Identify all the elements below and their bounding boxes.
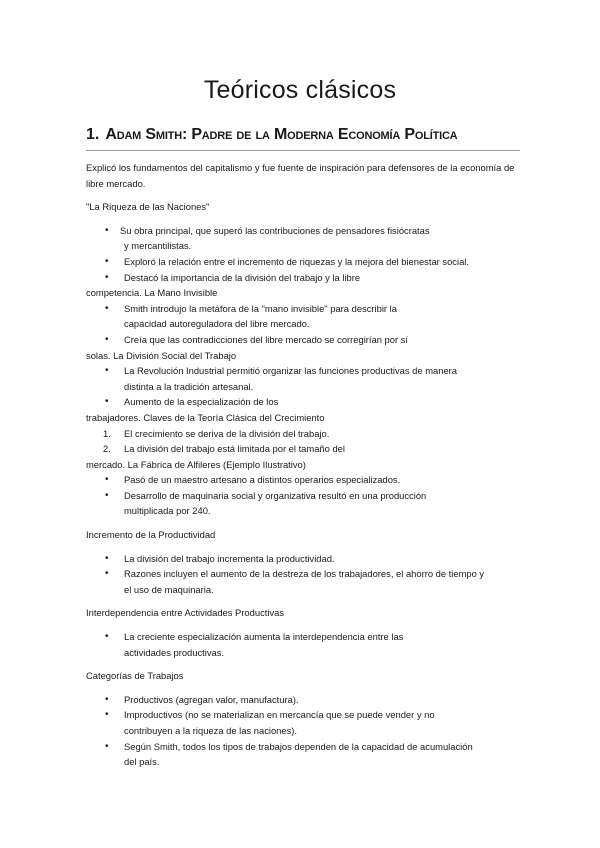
bullet-icon: • <box>105 255 109 267</box>
numbered-item-text: El crecimiento se deriva de la división del trabajo. <box>124 427 330 439</box>
list-item <box>86 254 516 270</box>
bullet-icon: • <box>105 568 109 580</box>
numbered-item <box>86 441 516 457</box>
numbered-item <box>86 426 516 442</box>
list-item <box>86 692 516 708</box>
bullet-icon: • <box>105 693 109 705</box>
list-item-text: La división del trabajo incrementa la productividad. <box>124 552 335 564</box>
list-item-continuation: el uso de maquinaria. <box>124 583 214 595</box>
bullet-icon: • <box>105 396 109 408</box>
list-item-text: Smith introdujo la metáfora de la "mano invisible" para describir la <box>124 302 397 314</box>
list-item-text: La Revolución Industrial permitió organizar las funciones productivas de manera <box>124 365 457 377</box>
bullet-icon: • <box>105 224 109 236</box>
body-line: trabajadores. Claves de la Teoría Clásica del Crecimiento <box>86 411 325 423</box>
list-item-continuation: del país. <box>124 756 160 768</box>
list-item-text: Pasó de un maestro artesano a distintos operarios especializados. <box>124 474 401 486</box>
bullet-icon: • <box>105 333 109 345</box>
list-item-continuation: actividades productivas. <box>124 646 225 658</box>
list-item <box>86 551 516 567</box>
bullet-icon: • <box>105 302 109 314</box>
list-item <box>86 739 516 755</box>
list-item-text: Productivos (agregan valor, manufactura). <box>124 693 299 705</box>
bullet-icon: • <box>105 365 109 377</box>
section-heading-text: Adam Smith: Padre de la Moderna Economía Política <box>105 126 458 143</box>
list-item-continuation: capacidad autoreguladora del libre mercado. <box>124 318 310 330</box>
bullet-icon: • <box>105 474 109 486</box>
item-number: 2. <box>103 443 111 455</box>
list-item-text: Creía que las contradicciones del libre mercado se corregirían por sí <box>124 333 408 345</box>
list-item-continuation: distinta a la tradición artesanal. <box>124 380 254 392</box>
productividad-title: Incremento de la Productividad <box>86 529 216 541</box>
section-number: 1. <box>86 126 100 143</box>
list-item <box>86 332 516 348</box>
list-item-text: La creciente especialización aumenta la interdependencia entre las <box>124 631 404 643</box>
bullet-icon: • <box>105 489 109 501</box>
list-item <box>86 566 516 582</box>
list-item-text: Su obra principal, que superó las contribuciones de pensadores fisiócratas <box>120 224 430 236</box>
item-number: 1. <box>103 427 111 439</box>
categorias-title: Categorías de Trabajos <box>86 670 184 682</box>
list-item-text: Razones incluyen el aumento de la destreza de los trabajadores, el ahorro de tiempo y <box>124 568 485 580</box>
riqueza-title: "La Riqueza de las Naciones" <box>86 201 210 213</box>
list-item-text: Según Smith, todos los tipos de trabajos dependen de la capacidad de acumulación <box>124 740 473 752</box>
bullet-icon: • <box>105 631 109 643</box>
list-item <box>86 270 516 286</box>
list-item-text: Destacó la importancia de la división del trabajo y la libre <box>124 271 361 283</box>
intro-paragraph: Explicó los fundamentos del capitalismo y fue fuente de inspiración para defensores de la economía de libre mercado. <box>86 162 515 189</box>
body-line: mercado. La Fábrica de Alfileres (Ejemplo Ilustrativo) <box>86 458 306 470</box>
list-item <box>86 223 516 239</box>
bullet-icon: • <box>105 552 109 564</box>
list-item-text: Exploró la relación entre el incremento de riquezas y la mejora del bienestar social. <box>124 255 469 267</box>
list-item <box>86 394 516 410</box>
body-line: solas. La División Social del Trabajo <box>86 349 237 361</box>
bullet-icon: • <box>105 740 109 752</box>
numbered-item-text: La división del trabajo está limitada por el tamaño del <box>124 443 345 455</box>
list-item <box>86 472 516 488</box>
body-line: competencia. La Mano Invisible <box>86 287 218 299</box>
list-item-continuation: multiplicada por 240. <box>124 505 211 517</box>
interdependencia-title: Interdependencia entre Actividades Productivas <box>86 607 285 619</box>
list-item <box>86 707 516 723</box>
section-heading <box>86 126 520 151</box>
list-item <box>86 488 516 504</box>
bullet-icon: • <box>105 271 109 283</box>
bullet-icon: • <box>105 709 109 721</box>
list-item-continuation: contribuyen a la riqueza de las naciones). <box>124 725 298 736</box>
document-body <box>86 160 516 770</box>
list-item-continuation: y mercantilistas. <box>124 240 192 252</box>
list-item <box>86 629 516 645</box>
list-item <box>86 301 516 317</box>
list-item-text: Desarrollo de maquinaria social y organizativa resultó en una producción <box>124 489 427 501</box>
list-item-text: Aumento de la especialización de los <box>124 396 279 408</box>
document-title: Teóricos clásicos <box>203 76 397 104</box>
list-item <box>86 363 516 379</box>
list-item-text: Improductivos (no se materializan en mercancía que se puede vender y no <box>124 709 435 721</box>
